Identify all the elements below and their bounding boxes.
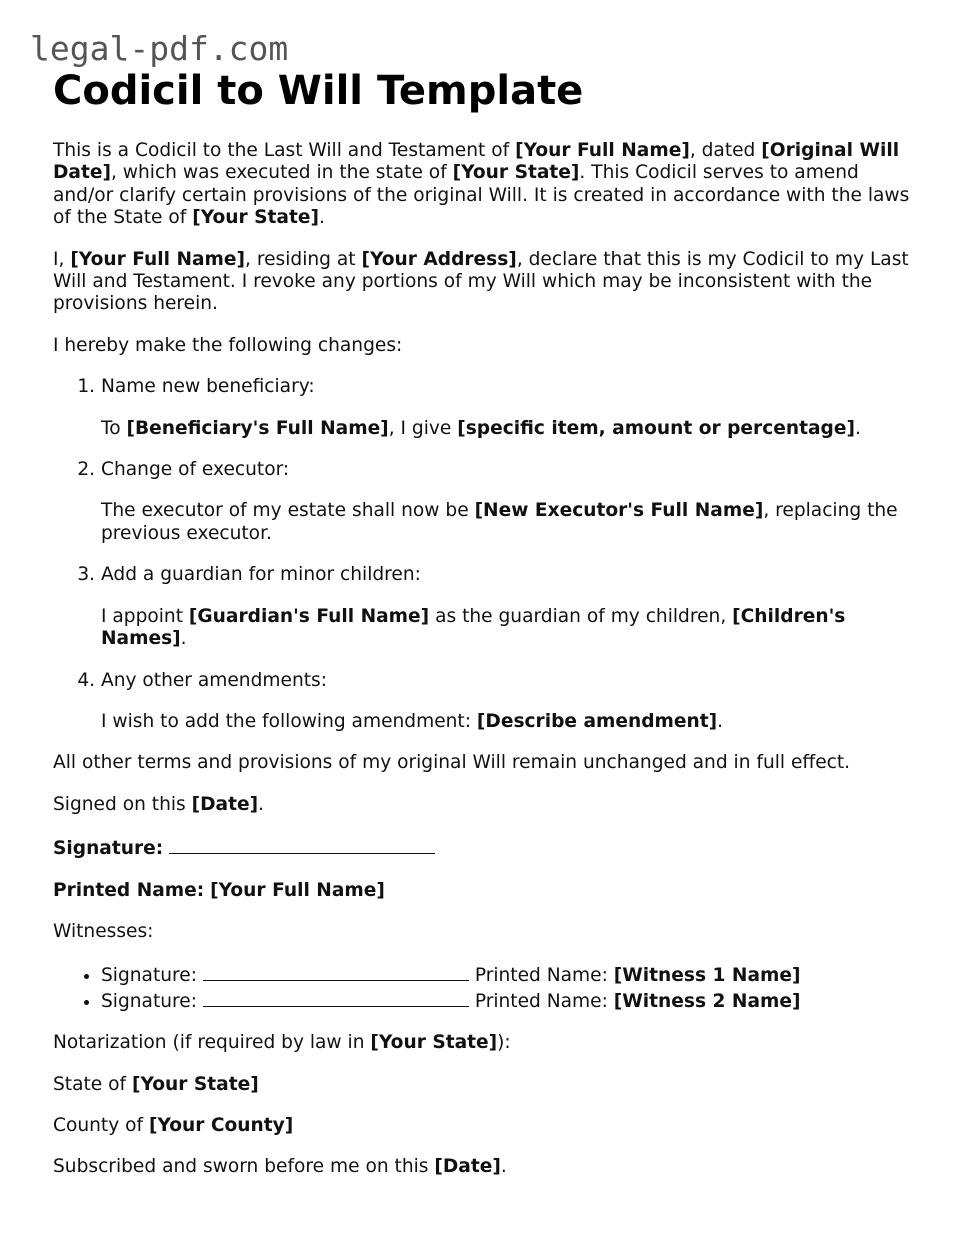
county-of-line — [53, 1115, 923, 1137]
change-item-executor — [101, 459, 923, 545]
witness-list — [53, 962, 923, 1013]
address-placeholder: [Your Address] — [361, 248, 517, 270]
intro-text-3: , which was executed in the state of — [110, 162, 453, 184]
signed-on-text: . — [258, 793, 265, 815]
change-item-title: 2. Change of executor: — [101, 459, 290, 481]
printed-name-label: Printed Name: — [53, 879, 205, 901]
notarization-text: Notarization (if required by law in — [53, 1032, 371, 1054]
change-item-guardian — [101, 564, 923, 650]
changes-list — [53, 376, 923, 733]
signed-on-line — [53, 794, 923, 816]
intro-text-4: . This Codicil serves to amend and/or clarify certain provisions of the original Will. It is created in accordance with the laws of the State of — [53, 162, 910, 229]
intro-text-2: , dated — [689, 140, 762, 161]
printed-name-line — [53, 880, 923, 902]
witness-signature-blank[interactable] — [203, 988, 469, 1007]
signature-blank[interactable] — [169, 835, 435, 854]
changes-intro: I hereby make the following changes: — [53, 334, 403, 356]
subscribed-line — [53, 1156, 923, 1178]
beneficiary-name-placeholder: [Beneficiary's Full Name] — [126, 417, 389, 439]
change-item-body — [101, 500, 923, 545]
original-will-date-placeholder: [Original Will Date] — [53, 140, 900, 184]
declaration-text-1: I, — [53, 248, 71, 270]
site-watermark: legal-pdf.com — [30, 29, 289, 68]
state-placeholder: [Your State] — [131, 1073, 259, 1095]
subscribed-text: . — [500, 1156, 507, 1178]
change-item-body — [101, 711, 923, 733]
change-text: . — [717, 710, 724, 732]
change-text: . — [180, 628, 187, 650]
notarization-text: ): — [497, 1032, 511, 1054]
witnesses-label: Witnesses: — [53, 920, 154, 942]
declaration-paragraph — [53, 249, 923, 316]
state-placeholder: [Your State] — [370, 1032, 498, 1054]
notarization-line — [53, 1032, 923, 1054]
signature-line — [53, 835, 923, 860]
signed-on-text: Signed on this — [53, 793, 192, 815]
subscribed-text: Subscribed and sworn before me on this — [53, 1156, 435, 1178]
change-item-other — [101, 670, 923, 734]
date-placeholder: [Date] — [191, 793, 259, 815]
intro-text-5: . — [318, 207, 325, 229]
county-placeholder: [Your County] — [148, 1114, 294, 1136]
change-item-beneficiary — [101, 376, 923, 440]
witness-signature-label: Signature: — [101, 965, 197, 987]
change-item-body — [101, 606, 923, 651]
state-of-line — [53, 1074, 923, 1096]
testator-name-placeholder: [Your Full Name] — [515, 140, 690, 161]
document-title: Codicil to Will Template — [53, 68, 584, 114]
date-placeholder: [Date] — [434, 1156, 501, 1178]
executor-name-placeholder: [New Executor's Full Name] — [474, 500, 764, 522]
bequest-placeholder: [specific item, amount or percentage] — [457, 417, 855, 439]
witness-item — [101, 988, 923, 1013]
county-of-text: County of — [53, 1114, 149, 1136]
witness-signature-blank[interactable] — [203, 962, 469, 981]
intro-text-1: This is a Codicil to the Last Will and Testament of — [53, 140, 516, 161]
state-placeholder: [Your State] — [452, 162, 580, 184]
witness-name-placeholder: [Witness 1 Name] — [613, 965, 801, 987]
printed-name-placeholder: [Your Full Name] — [210, 879, 385, 901]
change-text: , replacing the previous executor. — [101, 500, 898, 544]
change-item-title: 1. Name new beneficiary: — [101, 376, 315, 398]
declaration-text-3: , declare that this is my Codicil to my Last Will and Testament. I revoke any portions of my Will which may be inconsistent with the provisions herein. — [53, 248, 909, 315]
change-text: I wish to add the following amendment: — [101, 710, 477, 732]
witness-item — [101, 962, 923, 987]
change-item-title: 3. Add a guardian for minor children: — [101, 564, 421, 586]
witness-signature-label: Signature: — [101, 990, 197, 1012]
declaration-text-2: , residing at — [245, 248, 362, 270]
change-item-body — [101, 418, 923, 440]
change-text: The executor of my estate shall now be — [101, 500, 475, 522]
unchanged-clause: All other terms and provisions of my original Will remain unchanged and in full effect. — [53, 752, 851, 774]
witness-name-placeholder: [Witness 2 Name] — [613, 990, 801, 1012]
change-text: . — [854, 417, 861, 439]
change-item-title: 4. Any other amendments: — [101, 669, 327, 691]
guardian-name-placeholder: [Guardian's Full Name] — [188, 605, 430, 627]
signature-label: Signature: — [53, 838, 164, 860]
state-placeholder: [Your State] — [192, 207, 319, 229]
intro-paragraph — [53, 140, 923, 230]
amendment-placeholder: [Describe amendment] — [476, 710, 718, 732]
document — [53, 68, 923, 1198]
children-names-placeholder: [Children's Names] — [101, 605, 846, 650]
change-text: , I give — [388, 417, 458, 439]
state-of-text: State of — [53, 1073, 132, 1095]
change-text: To — [101, 417, 127, 439]
change-text: I appoint — [101, 605, 189, 627]
testator-name-placeholder: [Your Full Name] — [70, 248, 246, 270]
witness-printed-name-label: Printed Name: — [474, 990, 608, 1012]
change-text: as the guardian of my children, — [429, 605, 733, 627]
witness-printed-name-label: Printed Name: — [474, 965, 608, 987]
